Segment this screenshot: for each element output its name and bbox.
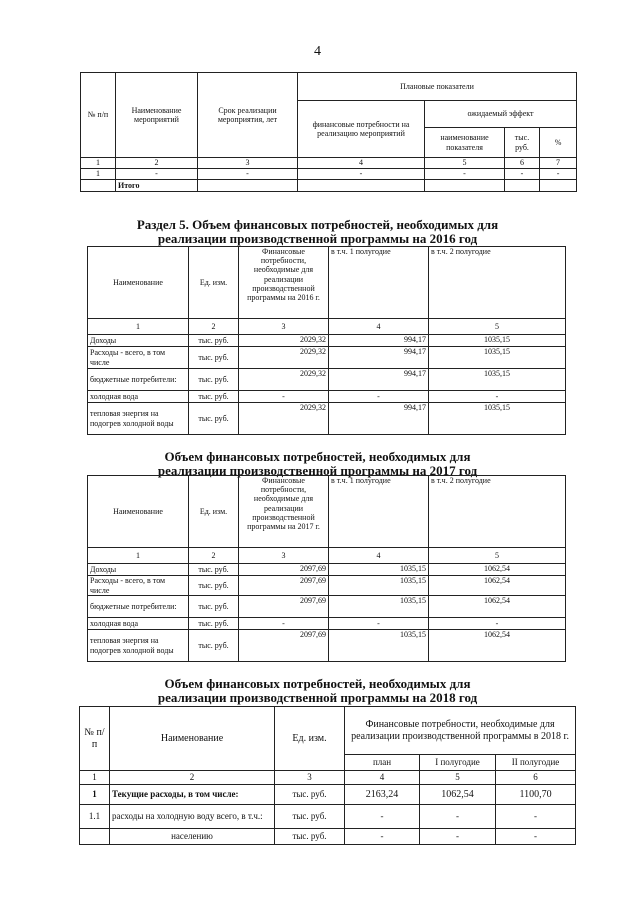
row-h2: - (496, 829, 576, 845)
header-h2: в т.ч. 2 полугодие (429, 476, 566, 548)
total-row (81, 180, 577, 192)
header-fin: финансовые потребности на реализацию мероприятий (298, 101, 425, 158)
row-total: 2097,69 (239, 576, 329, 596)
table-row (88, 369, 566, 391)
row-h2: 1062,54 (429, 564, 566, 576)
row-total: 2029,32 (239, 369, 329, 391)
row-unit: тыс. руб. (275, 805, 345, 829)
row-num (80, 829, 110, 845)
index-cell: 5 (429, 319, 566, 335)
row-h1: 1035,15 (329, 596, 429, 618)
cell: - (298, 169, 425, 180)
cell: - (425, 169, 505, 180)
row-total: 2097,69 (239, 596, 329, 618)
index-cell: 1 (88, 548, 189, 564)
row-h2: 1035,15 (429, 335, 566, 347)
table-row (88, 403, 566, 435)
row-h1: 1062,54 (420, 785, 496, 805)
index-cell: 5 (425, 158, 505, 169)
row-num: 1 (80, 785, 110, 805)
header-unit: Ед. изм. (189, 476, 239, 548)
row-total: - (239, 391, 329, 403)
index-cell: 3 (275, 771, 345, 785)
table-row (88, 596, 566, 618)
row-name: Расходы - всего, в том числе (88, 576, 189, 596)
fin-table-2018 (79, 706, 576, 845)
index-cell: 5 (420, 771, 496, 785)
fin-table-2017 (87, 475, 566, 662)
section2018-title (0, 677, 635, 705)
row-h2: 1035,15 (429, 369, 566, 391)
row-h2: - (496, 805, 576, 829)
row-unit: тыс. руб. (189, 576, 239, 596)
index-cell: 6 (505, 158, 540, 169)
fin-table-2016 (87, 246, 566, 435)
row-h1: 994,17 (329, 347, 429, 369)
cell: - (198, 169, 298, 180)
index-cell: 6 (496, 771, 576, 785)
row-unit: тыс. руб. (189, 596, 239, 618)
row-h2: - (429, 618, 566, 630)
row-h1: - (420, 829, 496, 845)
row-unit: тыс. руб. (275, 829, 345, 845)
row-h1: - (329, 618, 429, 630)
index-cell: 3 (198, 158, 298, 169)
section2017-title (0, 450, 635, 478)
header-h2: II полугодие (496, 755, 576, 771)
index-cell: 2 (189, 548, 239, 564)
row-unit: тыс. руб. (275, 785, 345, 805)
row-h1: - (420, 805, 496, 829)
row-name: Доходы (88, 564, 189, 576)
header-plan: план (345, 755, 420, 771)
header-unit: Ед. изм. (189, 247, 239, 319)
index-row (88, 319, 566, 335)
index-cell: 7 (540, 158, 577, 169)
table-row (80, 785, 576, 805)
title-line: реализации производственной программы на 2017 год (157, 463, 478, 478)
row-name: тепловая энергия на подогрев холодной воды (88, 403, 189, 435)
row-h2: 1035,15 (429, 347, 566, 369)
index-row (81, 158, 577, 169)
title-line: Объем финансовых потребностей, необходимых для (164, 449, 471, 464)
header-thous: тыс. руб. (505, 128, 540, 158)
header-name: Наименование (88, 476, 189, 548)
row-plan: - (345, 805, 420, 829)
cell: - (505, 169, 540, 180)
row-name: населению (110, 829, 275, 845)
index-cell: 1 (80, 771, 110, 785)
row-h1: - (329, 391, 429, 403)
index-cell: 3 (239, 548, 329, 564)
table-row (88, 576, 566, 596)
table-row (88, 630, 566, 662)
row-name: холодная вода (88, 618, 189, 630)
cell (540, 180, 577, 192)
table-row (88, 335, 566, 347)
row-total: 2029,32 (239, 403, 329, 435)
row-unit: тыс. руб. (189, 618, 239, 630)
row-unit: тыс. руб. (189, 369, 239, 391)
index-cell: 4 (329, 319, 429, 335)
table-row (81, 169, 577, 180)
total-label: Итого (116, 180, 198, 192)
cell: 1 (81, 169, 116, 180)
row-total: 2029,32 (239, 347, 329, 369)
header-num: № п/п (81, 73, 116, 158)
index-cell: 1 (88, 319, 189, 335)
measures-table (80, 72, 577, 192)
row-h2: 1062,54 (429, 630, 566, 662)
header-name: Наименование (88, 247, 189, 319)
cell (425, 180, 505, 192)
index-cell: 2 (110, 771, 275, 785)
header-fin: Финансовые потребности, необходимые для реализации производственной программы на 2016 г. (239, 247, 329, 319)
row-unit: тыс. руб. (189, 564, 239, 576)
row-h1: 994,17 (329, 403, 429, 435)
row-unit: тыс. руб. (189, 335, 239, 347)
row-h1: 994,17 (329, 369, 429, 391)
row-total: - (239, 618, 329, 630)
table-row (88, 618, 566, 630)
row-h1: 1035,15 (329, 630, 429, 662)
section5-title (0, 218, 635, 246)
row-name: расходы на холодную воду всего, в т.ч.: (110, 805, 275, 829)
row-total: 2097,69 (239, 564, 329, 576)
index-cell: 4 (345, 771, 420, 785)
index-cell: 4 (329, 548, 429, 564)
row-unit: тыс. руб. (189, 347, 239, 369)
row-total: 2029,32 (239, 335, 329, 347)
header-indicator: наименование показателя (425, 128, 505, 158)
row-name: бюджетные потребители: (88, 596, 189, 618)
cell: - (116, 169, 198, 180)
header-plan: Плановые показатели (298, 73, 577, 101)
title-line: реализации производственной программы на 2016 год (157, 231, 478, 246)
row-h2: - (429, 391, 566, 403)
row-name: тепловая энергия на подогрев холодной воды (88, 630, 189, 662)
row-h1: 1035,15 (329, 576, 429, 596)
header-effect: ожидаемый эффект (425, 101, 577, 128)
row-unit: тыс. руб. (189, 391, 239, 403)
page-number: 4 (314, 44, 321, 59)
header-num: № п/п (80, 707, 110, 771)
title-line: Раздел 5. Объем финансовых потребностей, необходимых для (136, 217, 499, 232)
cell (505, 180, 540, 192)
index-cell: 4 (298, 158, 425, 169)
index-cell: 3 (239, 319, 329, 335)
header-unit: Ед. изм. (275, 707, 345, 771)
cell (198, 180, 298, 192)
row-unit: тыс. руб. (189, 630, 239, 662)
row-h2: 1035,15 (429, 403, 566, 435)
row-h1: 994,17 (329, 335, 429, 347)
index-row (88, 548, 566, 564)
header-h1: в т.ч. 1 полугодие (329, 247, 429, 319)
header-name: Наименование мероприятий (116, 73, 198, 158)
header-fin: Финансовые потребности, необходимые для реализации производственной программы в 2018 г. (345, 707, 576, 755)
row-name: холодная вода (88, 391, 189, 403)
row-num: 1.1 (80, 805, 110, 829)
index-cell: 5 (429, 548, 566, 564)
cell (81, 180, 116, 192)
header-pct: % (540, 128, 577, 158)
title-line: Объем финансовых потребностей, необходимых для (164, 676, 471, 691)
row-name: бюджетные потребители: (88, 369, 189, 391)
row-name: Доходы (88, 335, 189, 347)
table-row (88, 347, 566, 369)
row-h2: 1062,54 (429, 576, 566, 596)
row-plan: 2163,24 (345, 785, 420, 805)
title-line: реализации производственной программы на 2018 год (157, 690, 478, 705)
row-h1: 1035,15 (329, 564, 429, 576)
row-total: 2097,69 (239, 630, 329, 662)
header-h1: в т.ч. 1 полугодие (329, 476, 429, 548)
index-cell: 2 (189, 319, 239, 335)
index-cell: 1 (81, 158, 116, 169)
row-plan: - (345, 829, 420, 845)
row-name: Расходы - всего, в том числе (88, 347, 189, 369)
table-row (88, 564, 566, 576)
header-h1: I полугодие (420, 755, 496, 771)
table-row (80, 805, 576, 829)
row-h2: 1062,54 (429, 596, 566, 618)
index-cell: 2 (116, 158, 198, 169)
header-name: Наименование (110, 707, 275, 771)
cell: - (540, 169, 577, 180)
row-name: Текущие расходы, в том числе: (110, 785, 275, 805)
index-row (80, 771, 576, 785)
header-fin: Финансовые потребности, необходимые для реализации производственной программы на 2017 г. (239, 476, 329, 548)
header-h2: в т.ч. 2 полугодие (429, 247, 566, 319)
row-unit: тыс. руб. (189, 403, 239, 435)
cell (298, 180, 425, 192)
header-term: Срок реализации мероприятия, лет (198, 73, 298, 158)
table-row (88, 391, 566, 403)
table-row (80, 829, 576, 845)
row-h2: 1100,70 (496, 785, 576, 805)
